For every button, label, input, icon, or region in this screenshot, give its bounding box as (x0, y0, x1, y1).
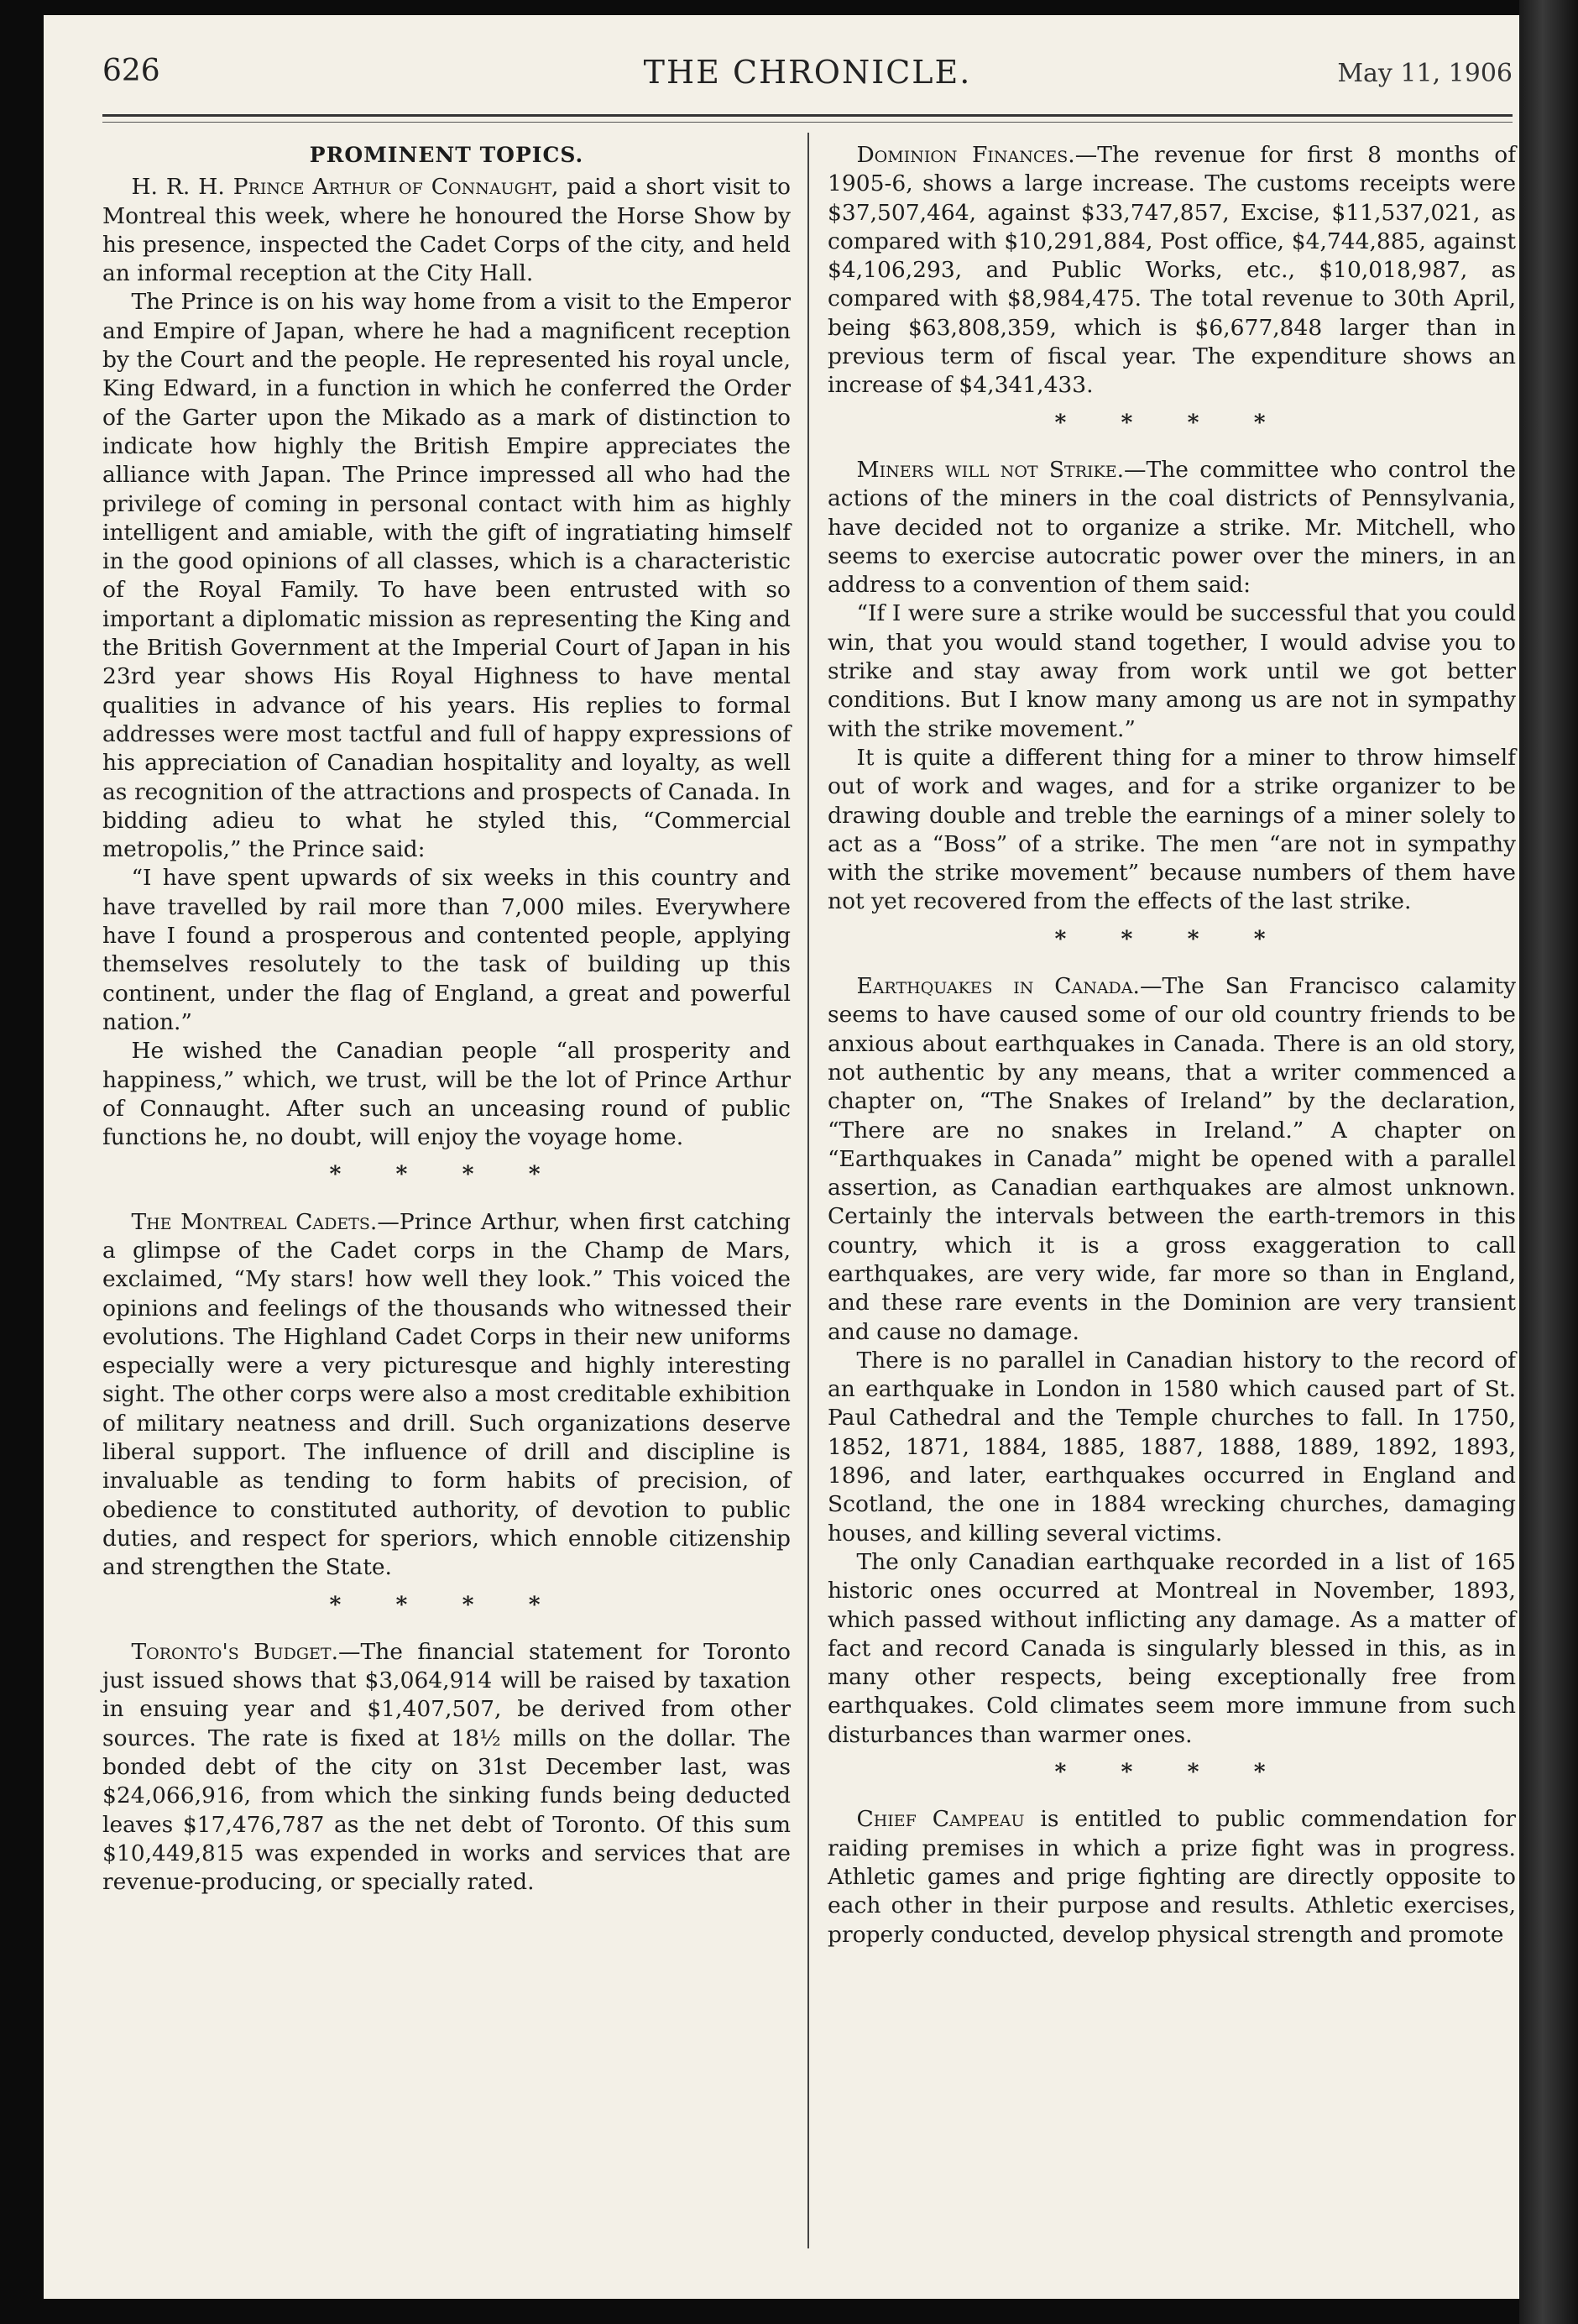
quotation-paragraph: “I have spent upwards of six weeks in this country and have travelled by rail more than 7,000 miles. Everywhere have I found a prosperous and contented people, applying themselves resolutely to the task of building up this continent, under the flag of England, a great and powerful nation.” (102, 865, 791, 1035)
article-paragraph (828, 456, 1516, 599)
left-column (102, 141, 791, 1897)
article-text: paid a short visit to Montreal this week, where he honoured the Horse Show by his presence, inspected the Cadet Corps of the city, and held an informal reception at the City Hall. (102, 174, 791, 287)
article-paragraph: The Prince is on his way home from a visit to the Emperor and Empire of Japan, where he had a magnificent reception by the Court and the people. He represented his royal uncle, King Edward, in a function in which he conferred the Order of the Garter upon the Mikado as a mark of distinction to indicate how highly the British Empire appreciates the alliance with Japan. The Prince impressed all who had the privilege of coming in personal contact with him as highly intelligent and amiable, with the gift of ingratiating himself in the good opinions of all classes, which is a characteristic of the Royal Family. To have been entrusted with so important a diplomatic mission as representing the King and the British Government at the Imperial Court of Japan in his 23rd year shows His Royal Highness to have mental qualities in advance of his years. His replies to formal addresses were most tactful and full of happy expressions of his appreciation of Canadian hospitality and loyalty, as well as recognition of the attractions and prospects of Canada. In bidding adieu to what he styled this, “Commercial metropolis,” the Prince said: (102, 289, 791, 863)
article-paragraph (828, 972, 1516, 1347)
article-lead: Earthquakes in Canada. (856, 973, 1140, 1000)
section-separator: * * * * (329, 1591, 564, 1618)
section-separator: * * * * (1054, 925, 1289, 952)
issue-date: May 11, 1906 (1337, 59, 1513, 88)
article-text: —The financial statement for Toronto just issued shows that $3,064,914 will be raised by taxation in ensuing year and $1,407,507, be derived from other sources. The rate is fixed at 18½ mills on the dollar. The bonded debt of the city on 31st December last, was $24,066,916, from which the sinking funds being deducted leaves $17,476,787 as the net debt of Toronto. Of this sum $10,449,815 was expended in works and services that are revenue-producing, or specially rated. (102, 1638, 791, 1896)
article-lead: Toronto's Budget. (131, 1638, 339, 1665)
article-prince-arthur (102, 173, 791, 1152)
section-separator: * * * * (329, 1161, 564, 1188)
article-lead: Chief Campeau (856, 1806, 1025, 1833)
section-separator: * * * * (1054, 1759, 1289, 1786)
page-header (102, 47, 1513, 106)
section-separator: * * * * (1054, 409, 1289, 436)
right-column (828, 141, 1516, 1950)
page-number: 626 (102, 54, 160, 88)
journal-title: THE CHRONICLE. (643, 54, 972, 91)
article-earthquakes-canada (828, 972, 1516, 1750)
article-text: —The San Francisco calamity seems to have caused some of our old country friends to be anxious about earthquakes in Canada. There is an old story, not authentic by any means, that a writer commenced a chapter on, “The Snakes of Ireland” by the declaration, “There are no snakes in Ireland.” A chapter on “Earthquakes in Canada” might be opened with a parallel assertion, as Canadian earthquakes are almost unknown. Certainly the intervals between the earth-tremors in this country, which it is a gross exaggeration to call earthquakes, are very wide, far more so than in England, and these rare events in the Dominion are very transient and cause no damage. (828, 973, 1516, 1345)
article-toronto-budget (102, 1638, 791, 1897)
article-paragraph: It is quite a different thing for a miner to throw himself out of work and wages, and for a strike organizer to be drawing double and treble the earnings of a miner solely to act as a “Boss” of a strike. The men “are not in sympathy with the strike movement” because numbers of them have not yet recovered from the effects of the last strike. (828, 744, 1516, 915)
header-rule-thin (102, 122, 1513, 123)
article-paragraph (102, 1208, 791, 1583)
article-chief-campeau (828, 1805, 1516, 1949)
article-montreal-cadets (102, 1208, 791, 1583)
column-divider (807, 133, 809, 2248)
section-heading: PROMINENT TOPICS. (309, 143, 584, 167)
article-paragraph: He wished the Canadian people “all prosperity and happiness,” which, we trust, will be the lot of Prince Arthur of Connaught. After such an unceasing round of public functions he, no doubt, will enjoy the voyage home. (102, 1038, 791, 1151)
article-text: —Prince Arthur, when first catching a glimpse of the Cadet corps in the Champ de Mars, exclaimed, “My stars! how well they look.” This voiced the opinions and feelings of the thousands who witnessed their evolutions. The Highland Cadet Corps in their new uniforms especially were a very picturesque and highly interesting sight. The other corps were also a most creditable exhibition of military neatness and drill. Such organizations deserve liberal support. The influence of drill and discipline is invaluable as tending to form habits of precision, of obedience to constituted authority, of devotion to public duties, and respect for speriors, which ennoble citizenship and strengthen the State. (102, 1208, 791, 1581)
header-rule (102, 114, 1513, 117)
newspaper-page (44, 15, 1519, 2299)
article-lead: Miners will not Strike. (856, 456, 1125, 483)
quotation-paragraph: “If I were sure a strike would be successful that you could win, that you would stand together, I would advise you to strike and stay away from work until we got better conditions. But I know many among us are not in sympathy with the strike movement.” (828, 600, 1516, 742)
article-lead: Dominion Finances. (856, 142, 1075, 168)
article-dominion-finances (828, 141, 1516, 400)
article-lead: The Montreal Cadets. (131, 1208, 378, 1235)
article-paragraph (828, 1805, 1516, 1949)
article-paragraph (102, 173, 791, 288)
article-lead: H. R. H. Prince Arthur of Connaught, (131, 174, 559, 201)
article-text: —The revenue for first 8 months of 1905-6, shows a large increase. The customs receipts were $37,507,464, against $33,747,857, Excise, $11,537,021, as compared with $10,291,884, Post office, $4,744,885, against $4,106,293, and Public Works, etc., $10,018,987, as compared with $8,984,475. The total revenue to 30th April, being $63,808,359, which is $6,677,848 larger than in previous term of fiscal year. The expenditure shows an increase of $4,341,433. (828, 142, 1517, 399)
article-paragraph: The only Canadian earthquake recorded in a list of 165 historic ones occurred at Montreal in November, 1893, which passed without inflicting any damage. As a matter of fact and record Canada is singularly blessed in this, as in many other respects, being exceptionally free from earthquakes. Cold climates seem more immune from such disturbances than warmer ones. (828, 1548, 1516, 1748)
article-paragraph: There is no parallel in Canadian history to the record of an earthquake in London in 1580 which caused part of St. Paul Cathedral and the Temple churches to fall. In 1750, 1852, 1871, 1884, 1885, 1887, 1888, 1889, 1892, 1893, 1896, and later, earthquakes occurred in England and Scotland, the one in 1884 wrecking churches, damaging houses, and killing several victims. (828, 1347, 1516, 1547)
article-paragraph (102, 1638, 791, 1897)
article-miners-strike (828, 456, 1516, 917)
binding-edge (1519, 0, 1578, 2324)
article-paragraph (828, 141, 1516, 400)
article-text: —The committee who control the actions of the miners in the coal districts of Pennsylvania, have decided not to organize a strike. Mr. Mitchell, who seems to exercise autocratic power over the miners, in an address to a convention of them said: (828, 456, 1517, 599)
article-text: is entitled to public commendation for raiding premises in which a prize fight was in progress. Athletic games and prige fighting are directly opposite to each other in their purpose and results. Athletic exercises, properly conducted, develop physical strength and promote (828, 1806, 1516, 1948)
